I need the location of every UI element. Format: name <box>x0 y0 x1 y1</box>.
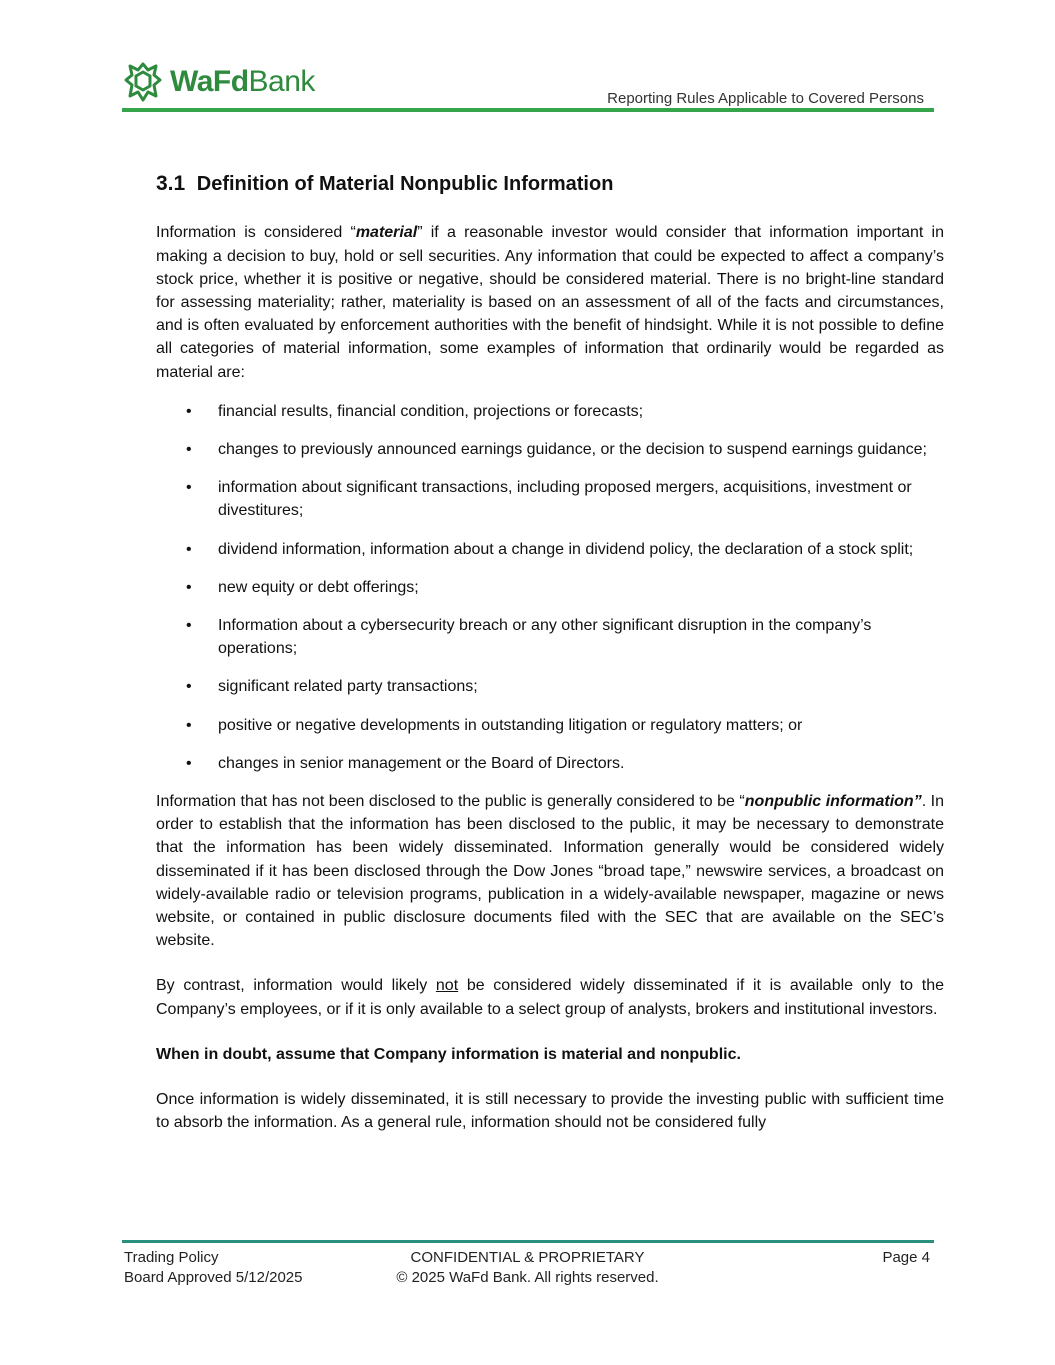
list-item <box>156 476 944 522</box>
p3-text-a: By contrast, information would likely <box>156 977 436 995</box>
footer-copyright: © 2025 WaFd Bank. All rights reserved. <box>396 1269 659 1286</box>
list-item <box>156 614 944 660</box>
logo-wafd-text: WaFd <box>170 65 249 98</box>
section-number: 3.1 <box>156 172 186 195</box>
wafd-emblem-icon <box>122 60 164 104</box>
emphasis-not: not <box>435 977 459 995</box>
paragraph-material-definition <box>156 221 944 383</box>
list-item-text: Information about a cybersecurity breach or any other significant disruption in the company’s operations; <box>218 616 872 658</box>
bullet-icon: • <box>186 578 192 596</box>
footer-confidential: CONFIDENTIAL & PROPRIETARY <box>410 1249 645 1266</box>
header-title: Reporting Rules Applicable to Covered Persons <box>607 90 924 107</box>
p1-text-c: ” if a reasonable investor would consider that information important in making a decision to buy, hold or sell securities. Any information that could be expected to affect a company’s stock price, whether it is positive or negative, should be considered material. There is no bright-line standard for assessing materiality; rather, materiality is based on an assessment of all of the facts and circumstances, and is often evaluated by enforcement authorities with the benefit of hindsight. While it is not possible to define all categories of material information, some examples of information that ordinarily would be regarded as material are: <box>156 224 944 381</box>
page-content <box>156 170 944 1134</box>
list-item-text: positive or negative developments in outstanding litigation or regulatory matters; or <box>218 716 803 734</box>
p1-text-a: Information is considered “ <box>156 224 356 242</box>
list-item-text: information about significant transactions, including proposed mergers, acquisitions, investment or divestitures; <box>218 479 912 520</box>
page-number: Page 4 <box>882 1249 930 1266</box>
list-item-text: changes in senior management or the Board of Directors. <box>218 754 625 772</box>
bullet-icon: • <box>186 479 192 497</box>
list-item-text: financial results, financial condition, projections or forecasts; <box>218 402 644 420</box>
list-item <box>156 675 944 698</box>
wafd-bank-logo <box>122 60 315 104</box>
paragraph-when-in-doubt: When in doubt, assume that Company information is material and nonpublic. <box>156 1045 741 1063</box>
bullet-icon: • <box>186 616 192 634</box>
list-item <box>156 400 944 423</box>
bullet-icon: • <box>186 402 192 420</box>
p2-text-c: . In order to establish that the information has been disclosed to the public, it may be necessary to demonstrate that the information has been widely disseminated. Information generally would be considered widely disseminated if it has been disclosed through the Dow Jones “broad tape,” newswire services, a broadcast on widely-available radio or television programs, publication in a widely-available newspaper, magazine or news website, or contained in public disclosure documents filed with the SEC that are available on the SEC’s website. <box>156 792 944 950</box>
header-divider <box>122 108 934 112</box>
term-nonpublic-information: nonpublic information” <box>744 792 922 810</box>
p3-text-c: be considered widely disseminated if it is available only to the Company’s employees, or if it is only available to a select group of analysts, brokers and institutional investors. <box>156 977 944 1018</box>
bullet-icon: • <box>186 716 192 734</box>
section-heading <box>156 170 944 197</box>
list-item-text: new equity or debt offerings; <box>218 578 419 596</box>
section-title: Definition of Material Nonpublic Information <box>196 173 614 195</box>
term-material: material <box>355 224 418 242</box>
bullet-icon: • <box>186 754 192 772</box>
footer-right <box>882 1248 930 1268</box>
list-item <box>156 538 944 561</box>
list-item-text: changes to previously announced earnings guidance, or the decision to suspend earnings guidance; <box>218 440 927 458</box>
paragraph-dissemination-time: Once information is widely disseminated, it is still necessary to provide the investing public with sufficient time to absorb the information. As a general rule, information should not be considered fully <box>156 1090 944 1132</box>
list-item <box>156 714 944 737</box>
list-item-text: significant related party transactions; <box>218 678 478 696</box>
paragraph-by-contrast <box>156 974 944 1020</box>
logo-bank-text: Bank <box>248 65 315 98</box>
material-examples-list <box>156 400 944 775</box>
bullet-icon: • <box>186 540 192 558</box>
p2-text-a: Information that has not been disclosed to the public is generally considered to be “ <box>156 792 745 810</box>
footer-divider <box>122 1240 934 1243</box>
bullet-icon: • <box>186 678 192 696</box>
footer-policy-name: Trading Policy <box>124 1249 219 1266</box>
bullet-icon: • <box>186 440 192 458</box>
list-item-text: dividend information, information about a change in dividend policy, the declaration of a stock split; <box>218 540 914 558</box>
paragraph-nonpublic-definition <box>156 790 944 952</box>
list-item <box>156 576 944 599</box>
list-item <box>156 752 944 775</box>
footer-approval-date: Board Approved 5/12/2025 <box>124 1269 303 1286</box>
list-item <box>156 438 944 461</box>
